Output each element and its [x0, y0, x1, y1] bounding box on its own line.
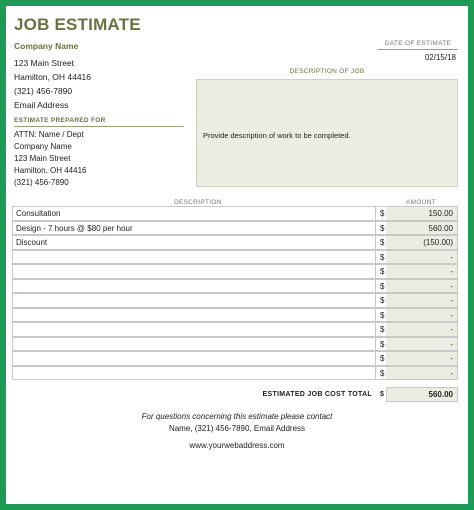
prepared-for-address: 123 Main Street [14, 154, 71, 163]
amount-column-header: AMOUNT [406, 199, 436, 206]
prepared-for-attn: ATTN: Name / Dept [14, 130, 84, 139]
item-description-cell[interactable] [12, 322, 376, 337]
item-description-cell[interactable] [12, 337, 376, 352]
item-amount-cell[interactable]: 560.00 [386, 221, 458, 236]
item-description-cell[interactable] [12, 351, 376, 366]
date-divider [378, 49, 458, 50]
total-row [12, 388, 458, 402]
company-email: Email Address [14, 100, 69, 110]
item-amount-cell[interactable]: 150.00 [386, 206, 458, 221]
footer-website-link[interactable]: www.yourwebaddress.com [189, 441, 285, 450]
description-column-header: DESCRIPTION [174, 199, 222, 206]
item-amount-cell[interactable]: - [386, 308, 458, 323]
date-of-estimate-label: DATE OF ESTIMATE [384, 40, 452, 47]
item-currency-symbol: $ [376, 308, 386, 323]
item-currency-symbol: $ [376, 221, 386, 236]
item-description-cell[interactable]: Discount [12, 235, 376, 250]
item-description-cell[interactable] [12, 264, 376, 279]
item-amount-cell[interactable]: - [386, 337, 458, 352]
item-amount-cell[interactable]: - [386, 322, 458, 337]
item-description-cell[interactable]: Consultation [12, 206, 376, 221]
company-name: Company Name [14, 41, 79, 51]
table-row [12, 308, 458, 323]
item-amount-cell[interactable]: - [386, 351, 458, 366]
company-city-state-zip: Hamilton, OH 44416 [14, 72, 92, 82]
table-row [12, 250, 458, 265]
item-currency-symbol: $ [376, 293, 386, 308]
page-title: JOB ESTIMATE [14, 15, 141, 34]
prepared-for-city-state-zip: Hamilton, OH 44416 [14, 166, 87, 175]
item-currency-symbol: $ [376, 235, 386, 250]
item-currency-symbol: $ [376, 366, 386, 381]
prepared-for-label: ESTIMATE PREPARED FOR [14, 117, 106, 124]
item-currency-symbol: $ [376, 337, 386, 352]
table-row [12, 264, 458, 279]
item-currency-symbol: $ [376, 264, 386, 279]
total-label: ESTIMATED JOB COST TOTAL [262, 391, 372, 398]
description-of-job-text: Provide description of work to be completed. [203, 131, 351, 140]
item-currency-symbol: $ [376, 250, 386, 265]
item-amount-cell[interactable]: - [386, 279, 458, 294]
table-row [12, 206, 458, 221]
item-currency-symbol: $ [376, 279, 386, 294]
item-amount-cell[interactable]: - [386, 264, 458, 279]
company-phone: (321) 456-7890 [14, 86, 73, 96]
item-description-cell[interactable] [12, 308, 376, 323]
prepared-for-divider [14, 126, 184, 127]
table-row [12, 337, 458, 352]
estimate-sheet [6, 6, 468, 504]
item-description-cell[interactable] [12, 293, 376, 308]
date-of-estimate-value: 02/15/18 [424, 53, 456, 62]
description-of-job-label: DESCRIPTION OF JOB [289, 68, 365, 75]
footer-contact-line: For questions concerning this estimate please contact [141, 412, 333, 421]
item-amount-cell[interactable]: (150.00) [386, 235, 458, 250]
total-amount: 560.00 [386, 387, 458, 402]
item-amount-cell[interactable]: - [386, 250, 458, 265]
table-row [12, 279, 458, 294]
footer-contact-details: Name, (321) 456-7890, Email Address [168, 424, 306, 433]
table-row [12, 221, 458, 236]
table-row [12, 293, 458, 308]
table-row [12, 235, 458, 250]
item-amount-cell[interactable]: - [386, 366, 458, 381]
table-row [12, 351, 458, 366]
item-currency-symbol: $ [376, 351, 386, 366]
company-address-line: 123 Main Street [14, 58, 75, 68]
item-description-cell[interactable] [12, 250, 376, 265]
item-description-cell[interactable] [12, 366, 376, 381]
prepared-for-company: Company Name [14, 142, 72, 151]
item-description-cell[interactable] [12, 279, 376, 294]
description-of-job-box[interactable] [196, 79, 458, 187]
item-currency-symbol: $ [376, 206, 386, 221]
item-description-cell[interactable]: Design - 7 hours @ $80 per hour [12, 221, 376, 236]
table-row [12, 366, 458, 381]
item-amount-cell[interactable]: - [386, 293, 458, 308]
table-row [12, 322, 458, 337]
total-currency: $ [380, 391, 384, 398]
item-currency-symbol: $ [376, 322, 386, 337]
prepared-for-phone: (321) 456-7890 [14, 178, 69, 187]
